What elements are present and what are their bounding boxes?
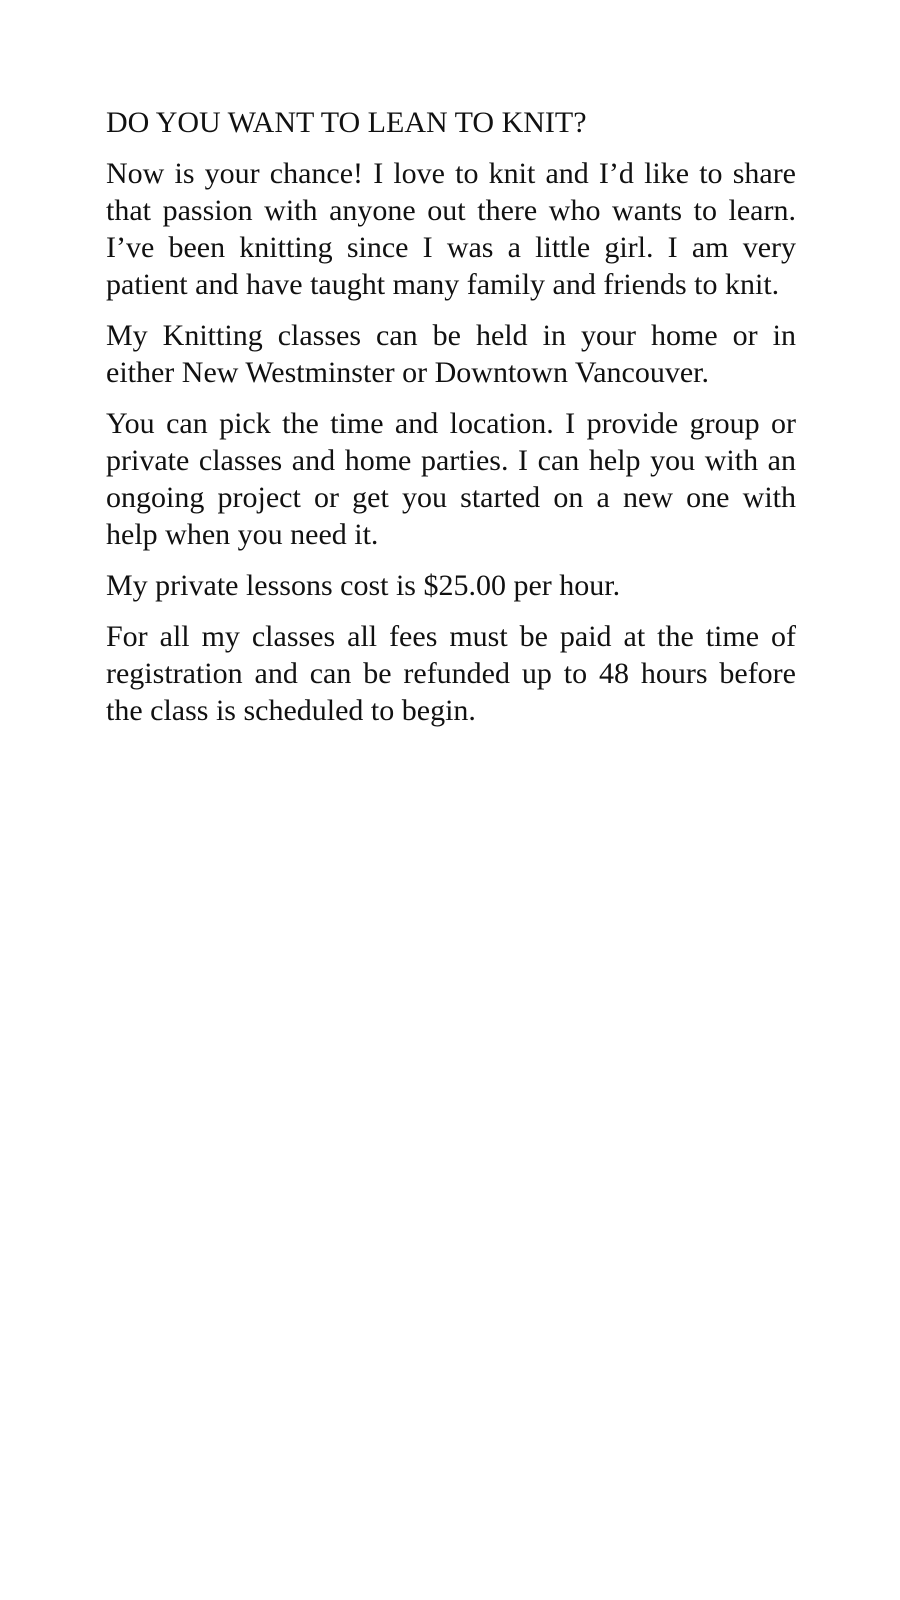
document-heading: DO YOU WANT TO LEAN TO KNIT? [106, 106, 587, 139]
paragraph-scheduling: You can pick the time and location. I provide group or private classes and home parties. I can help you with an ongoing project or get you started on a new one with help when you need it. [106, 407, 796, 551]
paragraph-refund-policy: For all my classes all fees must be paid at the time of registration and can be refunded up to 48 hours before the class is scheduled to begin. [106, 620, 796, 727]
paragraph-pricing: My private lessons cost is $25.00 per hour. [106, 569, 621, 602]
document-body [106, 104, 796, 743]
paragraph-locations: My Knitting classes can be held in your home or in either New Westminster or Downtown Vancouver. [106, 319, 796, 389]
paragraph-intro: Now is your chance! I love to knit and I’d like to share that passion with anyone out there who wants to learn. I’ve been knitting since I was a little girl. I am very patient and have taught many family and friends to knit. [106, 157, 796, 301]
